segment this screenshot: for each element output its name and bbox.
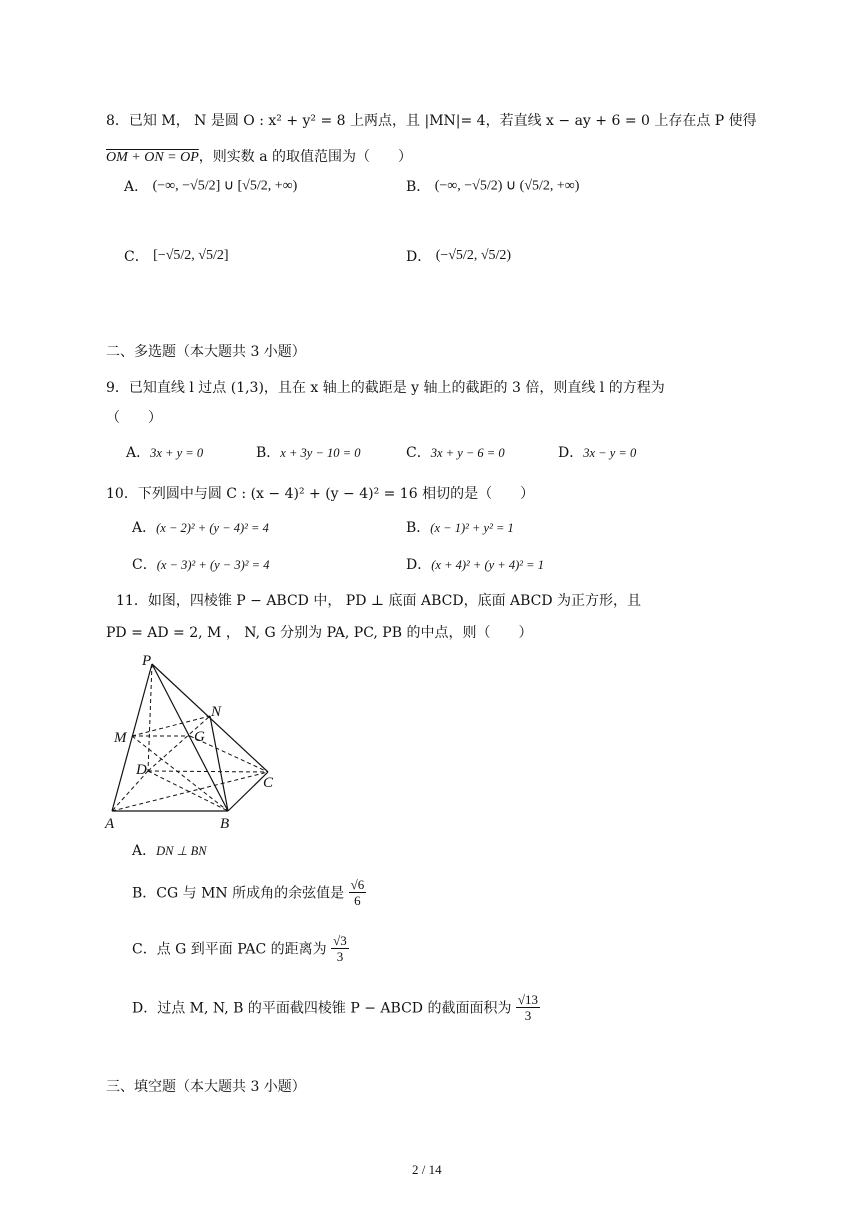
edge-PB	[152, 664, 228, 811]
edge-DB	[148, 771, 228, 811]
q8-option-b[interactable]	[406, 176, 579, 196]
q8-option-c[interactable]	[124, 246, 229, 266]
option-label: D．	[558, 445, 584, 461]
q9-line1: 9．已知直线 l 过点 (1,3)，且在 x 轴上的截距是 y 轴上的截距的 3 倍，则直线 l 的方程为	[106, 380, 665, 396]
option-label: C．	[132, 941, 157, 958]
q8-line1	[106, 110, 757, 130]
q10-option-c-value: (x − 3)² + (y − 3)² = 4	[156, 558, 270, 572]
option-label: C．	[406, 445, 431, 461]
q10-line1: 10．下列圆中与圆 C : (x − 4)² + (y − 4)² = 16 相切的是（ ）	[106, 486, 535, 502]
label-N: N	[211, 704, 222, 720]
q9-option-b-value: x + 3y − 10 = 0	[280, 446, 361, 460]
option-label: A．	[126, 445, 151, 461]
q11-option-d[interactable]	[132, 992, 540, 1023]
q10-option-d[interactable]	[406, 554, 544, 574]
q11-option-d-text: 过点 M, N, B 的平面截四棱锥 P − ABCD 的截面面积为	[157, 1000, 512, 1017]
q8-line2-text: ，则实数 a 的取值范围为（ ）	[198, 149, 413, 165]
q8-option-c-value: [−√5/2, √5/2]	[153, 248, 229, 263]
option-label: B．	[406, 179, 431, 195]
q11-option-a[interactable]	[132, 840, 207, 860]
fraction-denominator: 3	[524, 1008, 532, 1023]
section-heading-multiple-choice: 二、多选题（本大题共 3 小题）	[106, 344, 306, 360]
option-label: D．	[406, 249, 432, 265]
label-A: A	[105, 816, 115, 832]
option-label: A．	[132, 843, 157, 859]
option-label: C．	[124, 249, 149, 265]
label-D: D	[136, 762, 147, 778]
q9-option-a[interactable]	[126, 442, 203, 462]
q9-option-d[interactable]	[558, 442, 636, 462]
q8-option-b-value: (−∞, −√5/2) ∪ (√5/2, +∞)	[434, 178, 580, 194]
q11-line1: 11．如图，四棱锥 P − ABCD 中， PD ⊥ 底面 ABCD，底面 ABCD 为正方形，且	[116, 593, 642, 609]
q11-line2: PD = AD = 2, M ， N, G 分别为 PA, PC, PB 的中点，则（ ）	[106, 625, 533, 641]
q9-line2: （ ）	[106, 410, 162, 426]
q10-option-a[interactable]	[132, 517, 269, 537]
q8-option-d-value: (−√5/2, √5/2)	[435, 248, 512, 263]
q11-option-b-fraction	[349, 877, 367, 908]
q9-option-a-value: 3x + y = 0	[150, 446, 204, 460]
option-label: D．	[406, 557, 432, 573]
option-label: B．	[132, 885, 157, 902]
section-heading-fill-in: 三、填空题（本大题共 3 小题）	[106, 1079, 306, 1095]
q11-option-c-fraction	[331, 933, 349, 964]
fraction-numerator: √13	[517, 992, 539, 1007]
edge-NB	[210, 716, 228, 811]
fraction-denominator: 3	[336, 949, 344, 964]
fraction-denominator: 6	[354, 893, 361, 908]
edge-PD	[148, 664, 152, 771]
q11-option-c-text: 点 G 到平面 PAC 的距离为	[156, 941, 327, 958]
q10-option-c[interactable]	[132, 554, 269, 574]
label-P: P	[142, 653, 152, 669]
pyramid-figure	[100, 650, 290, 835]
option-label: A．	[124, 179, 149, 195]
q11-option-b-text: CG 与 MN 所成角的余弦值是	[156, 885, 345, 902]
q11-option-c[interactable]	[132, 933, 349, 964]
q8-line2	[106, 146, 412, 166]
option-label: A．	[132, 520, 157, 536]
fraction-numerator: √3	[333, 933, 347, 948]
q10-option-b-value: (x − 1)² + y² = 1	[430, 521, 514, 535]
q11-option-a-value: DN ⊥ BN	[156, 844, 207, 858]
q8-stem-text: 8．已知 M， N 是圆 O : x² + y² = 8 上两点，且 |MN|= 4，若直线 x − ay + 6 = 0 上存在点 P 使得	[106, 113, 757, 129]
q10-option-d-value: (x + 4)² + (y + 4)² = 1	[431, 558, 544, 572]
q9-option-c-value: 3x + y − 6 = 0	[430, 446, 505, 460]
q9-option-d-value: 3x − y = 0	[583, 446, 637, 460]
edge-BC	[228, 772, 268, 811]
option-label: B．	[406, 520, 431, 536]
q9-option-b[interactable]	[256, 442, 360, 462]
q11-option-d-fraction	[516, 992, 540, 1023]
q8-option-d[interactable]	[406, 246, 511, 266]
label-M: M	[114, 730, 127, 746]
q9-option-c[interactable]	[406, 442, 505, 462]
option-label: B．	[256, 445, 281, 461]
label-B: B	[220, 816, 230, 832]
q8-vector-eq: OM + ON = OP	[106, 150, 199, 165]
q10-option-b[interactable]	[406, 517, 514, 537]
fraction-numerator: √6	[350, 877, 365, 892]
label-G: G	[194, 729, 205, 745]
option-label: D．	[132, 1000, 158, 1017]
q8-option-a[interactable]	[124, 176, 297, 196]
label-C: C	[263, 775, 274, 791]
option-label: C．	[132, 557, 157, 573]
page-number: 2 / 14	[412, 1162, 442, 1177]
q10-option-a-value: (x − 2)² + (y − 4)² = 4	[156, 521, 269, 535]
q11-option-b[interactable]	[132, 877, 366, 908]
q8-option-a-value: (−∞, −√5/2] ∪ [√5/2, +∞)	[152, 178, 298, 194]
